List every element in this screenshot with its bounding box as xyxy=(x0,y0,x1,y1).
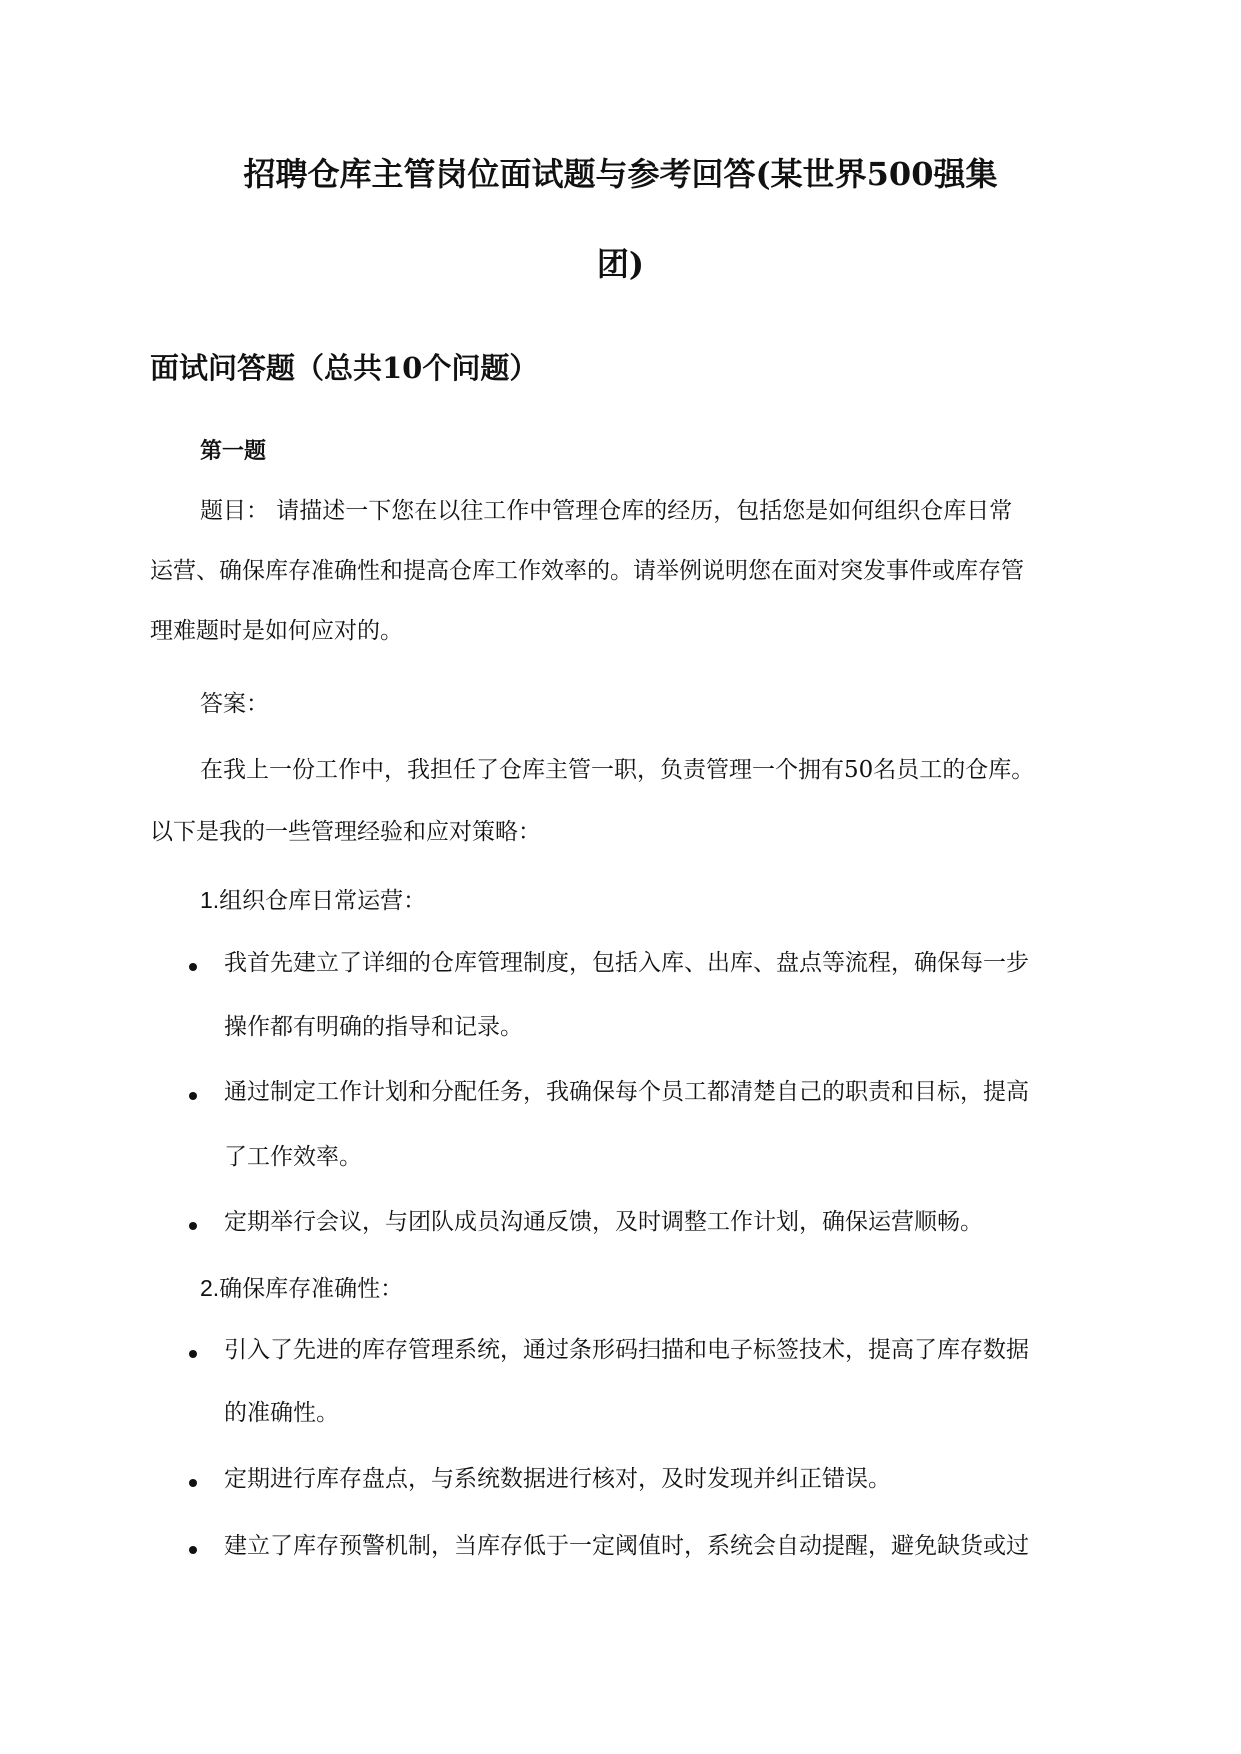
answer-intro-line: 以下是我的一些管理经验和应对策略： xyxy=(150,819,541,845)
bullet-text-line: 建立了库存预警机制，当库存低于一定阈值时，系统会自动提醒，避免缺货或过 xyxy=(224,1533,1029,1559)
bullet-text-line: 的准确性。 xyxy=(224,1400,339,1426)
section-heading: 面试问答题（总共10个问题） xyxy=(150,351,539,385)
bullet-icon xyxy=(189,1479,197,1487)
bullet-text-line: 了工作效率。 xyxy=(224,1144,362,1170)
question-text-line: 运营、确保库存准确性和提高仓库工作效率的。请举例说明您在面对突发事件或库存管 xyxy=(150,558,1024,584)
subsection-heading-1: 1.组织仓库日常运营： xyxy=(200,887,427,913)
bullet-text-line: 定期举行会议，与团队成员沟通反馈，及时调整工作计划，确保运营顺畅。 xyxy=(224,1209,983,1235)
question-text-line: 题目： 请描述一下您在以往工作中管理仓库的经历，包括您是如何组织仓库日常 xyxy=(200,498,1013,524)
bullet-text-line: 操作都有明确的指导和记录。 xyxy=(224,1014,523,1040)
bullet-text-line: 定期进行库存盘点，与系统数据进行核对，及时发现并纠正错误。 xyxy=(224,1466,891,1492)
bullet-icon xyxy=(189,1350,197,1358)
question-text-line: 理难题时是如何应对的。 xyxy=(150,618,403,644)
bullet-icon xyxy=(189,963,197,971)
subsection-heading-2: 2.确保库存准确性： xyxy=(200,1275,404,1301)
bullet-text-line: 我首先建立了详细的仓库管理制度，包括入库、出库、盘点等流程，确保每一步 xyxy=(224,950,1029,976)
document-title-line1: 招聘仓库主管岗位面试题与参考回答(某世界500强集 xyxy=(243,155,998,193)
bullet-icon xyxy=(189,1546,197,1554)
question-heading: 第一题 xyxy=(200,438,267,464)
bullet-text-line: 通过制定工作计划和分配任务，我确保每个员工都清楚自己的职责和目标，提高 xyxy=(224,1079,1029,1105)
document-title-line2: 团) xyxy=(596,245,645,283)
bullet-text-line: 引入了先进的库存管理系统，通过条形码扫描和电子标签技术，提高了库存数据 xyxy=(224,1337,1029,1363)
answer-intro-line: 在我上一份工作中，我担任了仓库主管一职，负责管理一个拥有50名员工的仓库。 xyxy=(200,757,1035,783)
answer-label: 答案： xyxy=(200,691,269,717)
bullet-icon xyxy=(189,1222,197,1230)
bullet-icon xyxy=(189,1092,197,1100)
